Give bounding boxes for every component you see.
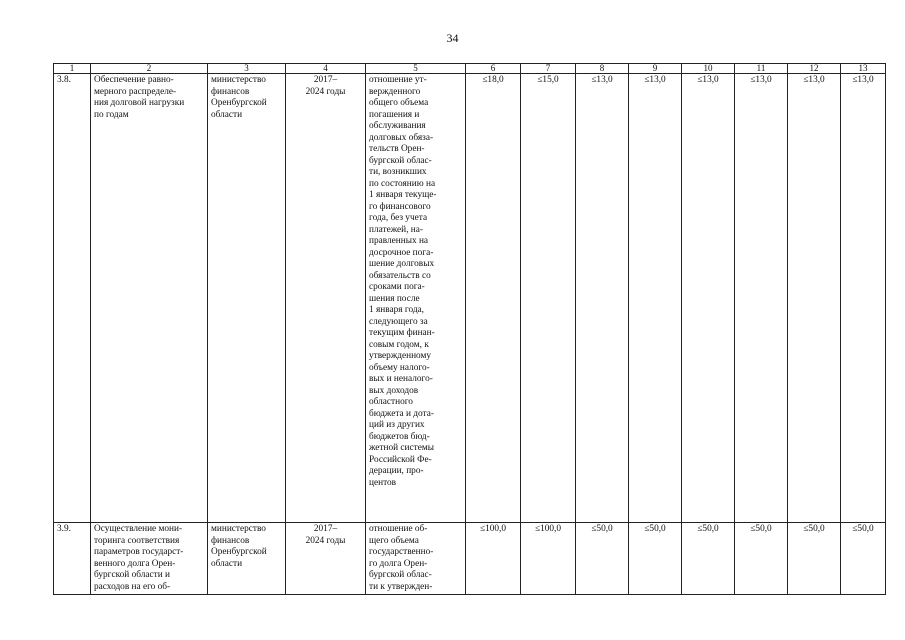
implementation-period: 2017– 2024 годы: [286, 74, 366, 523]
target-value: ≤13,0: [629, 74, 682, 523]
target-value: ≤13,0: [576, 74, 629, 523]
target-value: ≤50,0: [629, 523, 682, 595]
target-value: ≤18,0: [466, 74, 521, 523]
item-number: 3.9.: [54, 523, 91, 595]
column-number: 3: [208, 64, 286, 74]
target-value: ≤100,0: [466, 523, 521, 595]
target-value: ≤13,0: [682, 74, 735, 523]
table-row: [54, 74, 886, 523]
target-value: ≤50,0: [788, 523, 841, 595]
target-value: ≤50,0: [735, 523, 788, 595]
column-number-row: [54, 64, 886, 74]
item-number: 3.8.: [54, 74, 91, 523]
responsible-executor: министерство финансов Оренбургской области: [208, 74, 286, 523]
target-value: ≤15,0: [521, 74, 576, 523]
measure-name: Осуществление мони- торинга соответствия параметров государст- венного долга Орен- бургской области и расходов на его об-: [91, 523, 208, 595]
column-number: 4: [286, 64, 366, 74]
target-value: ≤50,0: [841, 523, 886, 595]
page-number: 34: [446, 31, 459, 45]
target-value: ≤13,0: [735, 74, 788, 523]
column-number: 6: [466, 64, 521, 74]
responsible-executor: министерство финансов Оренбургской области: [208, 523, 286, 595]
column-number: 10: [682, 64, 735, 74]
column-number: 11: [735, 64, 788, 74]
column-number: 5: [366, 64, 466, 74]
target-value: ≤50,0: [682, 523, 735, 595]
column-number: 12: [788, 64, 841, 74]
target-value: ≤13,0: [788, 74, 841, 523]
measure-name: Обеспечение равно- мерного распределе- ния долговой нагрузки по годам: [91, 74, 208, 523]
column-number: 7: [521, 64, 576, 74]
target-value: ≤13,0: [841, 74, 886, 523]
target-value: ≤50,0: [576, 523, 629, 595]
indicator-description: отношение ут- вержденного общего объема погашения и обслуживания долговых обяза- тельств Орен- бургской облас- ти, возникших по состоянию на 1 января текуще- го финансового года, без учета платежей, на- правленных на досрочное пога- шение долговых обязательств со сроками пога- шения после 1 января года, следующего за текущим финан- совым годом, к утвержденному объему налого- вых и неналого- вых доходов областного бюджета и дота- ций из других бюджетов бюд- жетной системы Российской Фе- дерации, про- центов: [366, 74, 466, 523]
column-number: 9: [629, 64, 682, 74]
target-value: ≤100,0: [521, 523, 576, 595]
implementation-period: 2017– 2024 годы: [286, 523, 366, 595]
column-number: 2: [91, 64, 208, 74]
table-row: [54, 523, 886, 595]
column-number: 8: [576, 64, 629, 74]
column-number: 13: [841, 64, 886, 74]
indicator-description: отношение об- щего объема государственно- го долга Орен- бургской облас- ти к утвержден-: [366, 523, 466, 595]
measures-table: [53, 63, 886, 595]
column-number: 1: [54, 64, 91, 74]
